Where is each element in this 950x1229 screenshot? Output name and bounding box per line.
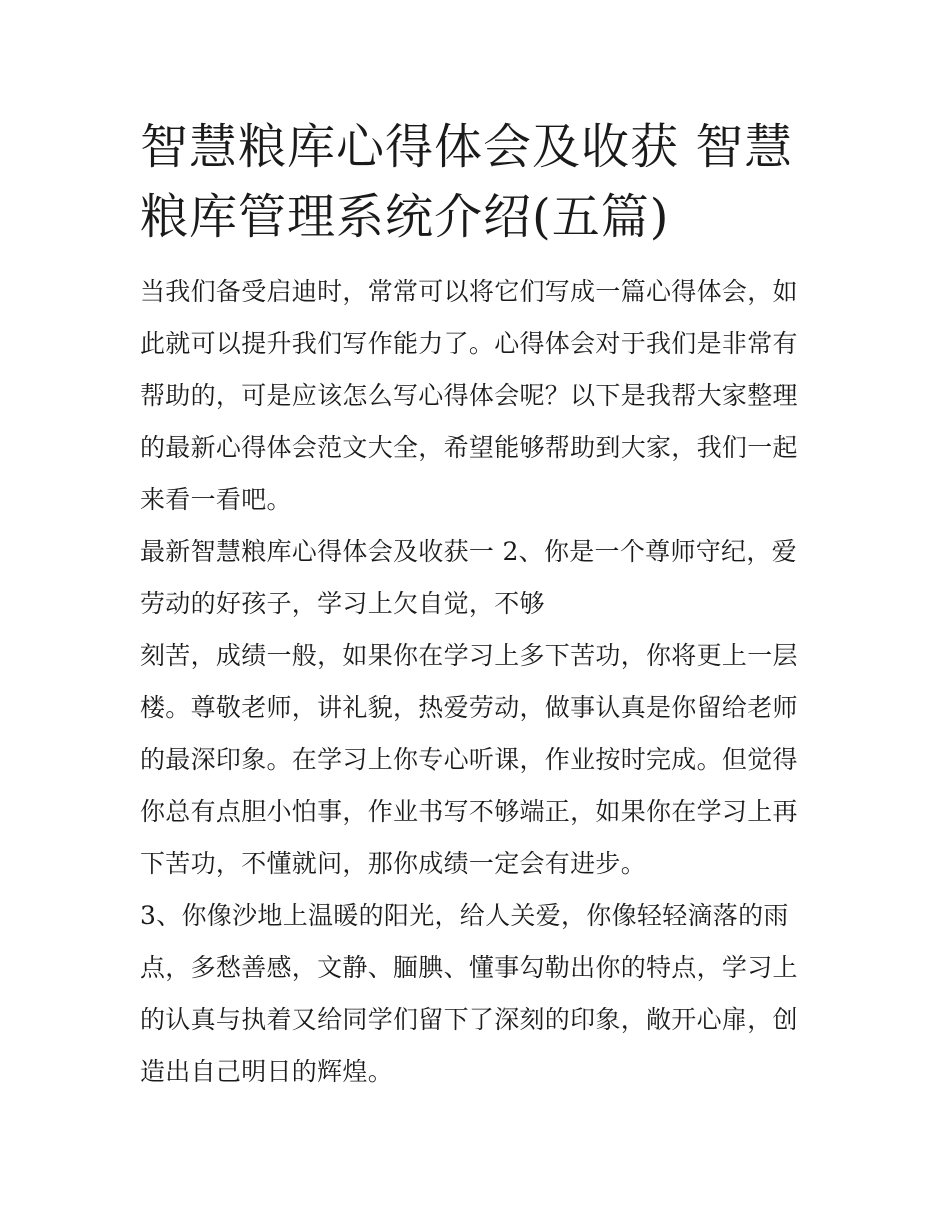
paragraph-item-three: 3、你像沙地上温暖的阳光，给人关爱，你像轻轻滴落的雨点，多愁善感，文静、腼腆、懂事勾勒出你的特点，学习上的认真与执着又给同学们留下了深刻的印象，敞开心扉，创造出自己明日的辉煌。 (140, 901, 798, 1086)
paragraph-section-one-continued: 刻苦，成绩一般，如果你在学习上多下苦功，你将更上一层楼。尊敬老师，讲礼貌，热爱劳动，做事认真是你留给老师的最深印象。在学习上你专心听课，作业按时完成。但觉得你总有点胆小怕事，作业书写不够端正，如果你在学习上再下苦功，不懂就问，那你成绩一定会有进步。 (140, 641, 798, 878)
document-body (140, 112, 820, 1098)
paragraph-intro: 当我们备受启迪时，常常可以将它们写成一篇心得体会，如此就可以提升我们写作能力了。心得体会对于我们是非常有帮助的，可是应该怎么写心得体会呢？以下是我帮大家整理的最新心得体会范文大全，希望能够帮助到大家，我们一起来看一看吧。 (140, 277, 798, 514)
paragraph-section-one: 最新智慧粮库心得体会及收获一 2、你是一个尊师守纪，爱劳动的好孩子，学习上欠自觉，不够 (140, 537, 797, 618)
document-title: 智慧粮库心得体会及收获 智慧粮库管理系统介绍(五篇) (140, 119, 794, 245)
